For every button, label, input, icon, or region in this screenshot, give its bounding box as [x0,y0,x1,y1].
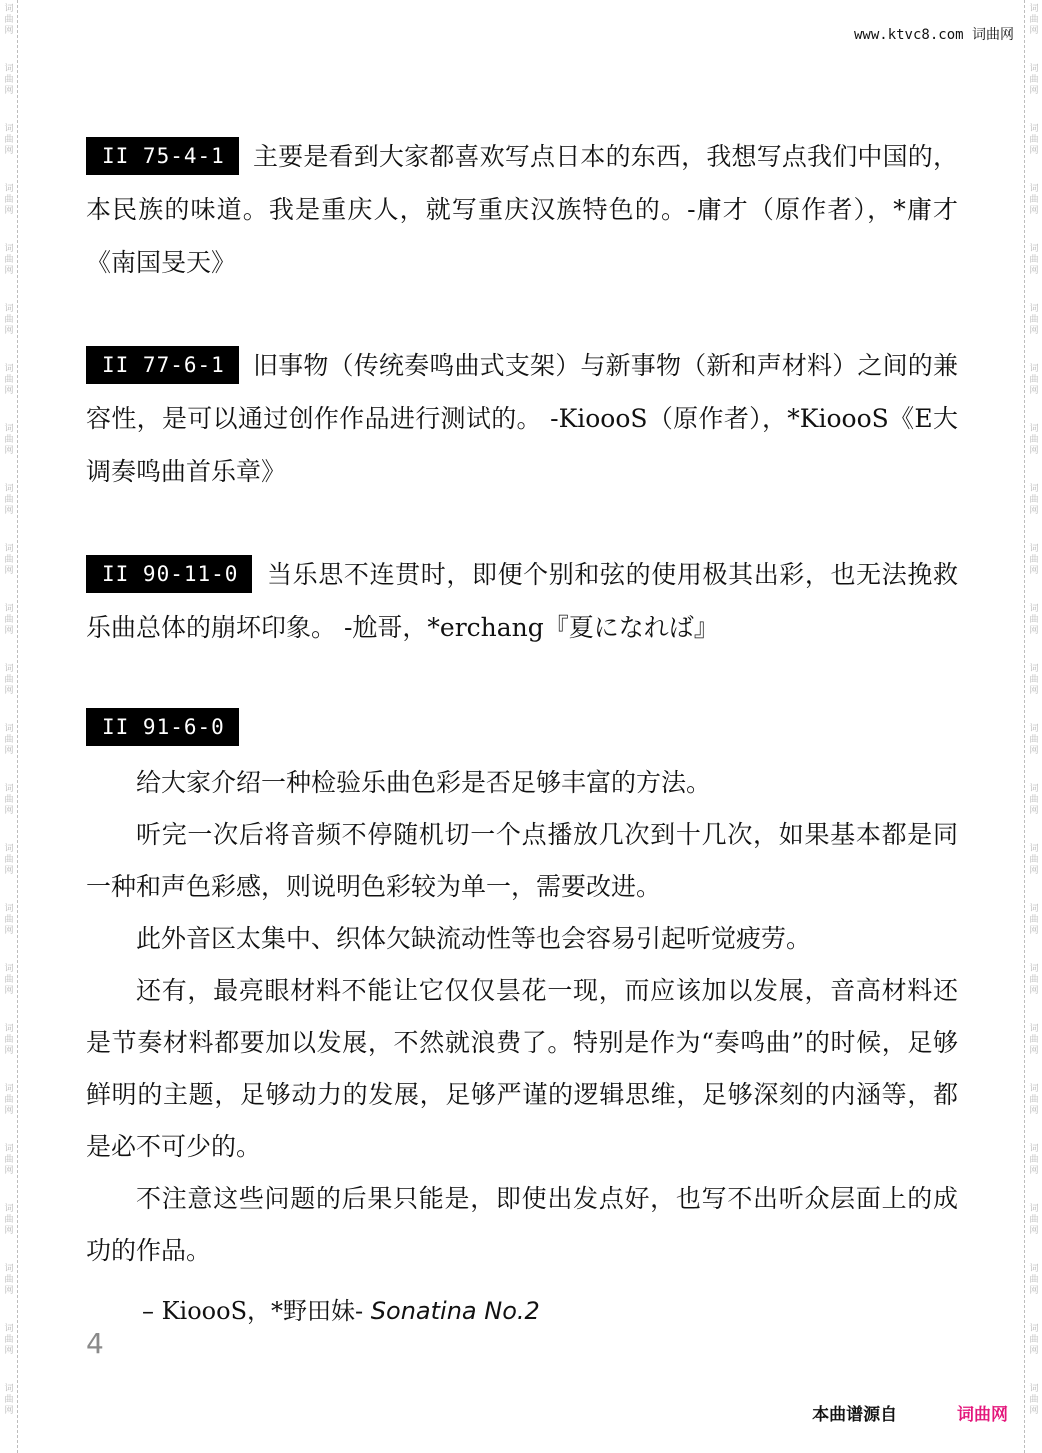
watermark-text: 词 曲 网 [1029,64,1039,96]
watermark-text: 词 曲 网 [4,1264,14,1296]
footer-source [812,1400,1008,1425]
entry-tag: II 90-11-0 [86,555,252,593]
watermark-text: 词 曲 网 [1029,1324,1039,1356]
signoff-work-title: Sonatina No.2 [370,1297,540,1325]
paragraph: 给大家介绍一种检验乐曲色彩是否足够丰富的方法。 [136,768,712,797]
signoff-author: – KioooS，*野田妹- [142,1297,364,1325]
watermark-text: 词 曲 网 [4,1024,14,1056]
watermark-text: 词 曲 网 [1029,4,1039,36]
paragraph: 此外音区太集中、织体欠缺流动性等也会容易引起听觉疲劳。 [136,924,812,953]
watermark-text: 词 曲 网 [4,244,14,276]
paragraph: 不注意这些问题的后果只能是，即使出发点好，也写不出听众层面上的成功的作品。 [86,1184,958,1265]
site-url-header[interactable]: www.ktvc8.com 词曲网 [853,27,1014,43]
watermark-text: 词 曲 网 [1029,424,1039,456]
watermark-text: 词 曲 网 [1029,304,1039,336]
footer-brand-link[interactable]: 词曲网 [957,1405,1008,1425]
watermark-text: 词 曲 网 [1029,484,1039,516]
watermark-text: 词 曲 网 [4,964,14,996]
watermark-text: 词 曲 网 [4,604,14,636]
entry-text: 当乐思不连贯时，即便个别和弦的使用极其出彩，也无法挽救乐曲总体的崩坏印象。 -尬哥，*erchang『夏になれば』 [86,560,958,642]
watermark-text: 词 曲 网 [4,184,14,216]
watermark-text: 词 曲 网 [4,844,14,876]
entry-tag: II 77-6-1 [86,346,239,384]
watermark-text: 词 曲 网 [1029,904,1039,936]
watermark-text: 词 曲 网 [1029,244,1039,276]
watermark-text: 词 曲 网 [1029,1144,1039,1176]
paragraph: 还有，最亮眼材料不能让它仅仅昙花一现，而应该加以发展，音高材料还是节奏材料都要加以发展，不然就浪费了。特别是作为“奏鸣曲”的时候，足够鲜明的主题，足够动力的发展，足够严谨的逻辑思维，足够深刻的内涵等，都是必不可少的。 [86,976,958,1161]
watermark-text: 词 曲 网 [1029,844,1039,876]
watermark-text: 词 曲 网 [1029,1204,1039,1236]
right-watermark-strip [1024,0,1042,1453]
entry-tag: II 75-4-1 [86,137,239,175]
entry-3 [86,548,958,654]
watermark-text: 词 曲 网 [4,1144,14,1176]
watermark-text: 词 曲 网 [1029,124,1039,156]
watermark-text: 词 曲 网 [4,784,14,816]
watermark-text: 词 曲 网 [1029,664,1039,696]
watermark-text: 词 曲 网 [4,1324,14,1356]
watermark-text: 词 曲 网 [4,544,14,576]
watermark-text: 词 曲 网 [1029,604,1039,636]
footer-label: 本曲谱源自 [812,1405,898,1425]
watermark-text: 词 曲 网 [1029,1264,1039,1296]
entry-text: 主要是看到大家都喜欢写点日本的东西，我想写点我们中国的，本民族的味道。我是重庆人，就写重庆汉族特色的。-庸才（原作者），*庸才《南国旻天》 [86,142,958,277]
entry-text: 旧事物（传统奏鸣曲式支架）与新事物（新和声材料）之间的兼容性，是可以通过创作作品进行测试的。 -KioooS（原作者），*KioooS《E大调奏鸣曲首乐章》 [86,351,958,486]
entry-4 [86,704,958,1337]
entry-1 [86,130,958,289]
watermark-text: 词 曲 网 [4,304,14,336]
watermark-text: 词 曲 网 [1029,724,1039,756]
watermark-text: 词 曲 网 [1029,544,1039,576]
watermark-text: 词 曲 网 [4,364,14,396]
page-number: 4 [86,1327,104,1360]
watermark-text: 词 曲 网 [4,664,14,696]
watermark-text: 词 曲 网 [1029,1024,1039,1056]
watermark-text: 词 曲 网 [4,1204,14,1236]
watermark-text: 词 曲 网 [4,484,14,516]
watermark-text: 词 曲 网 [4,1384,14,1416]
watermark-text: 词 曲 网 [4,4,14,36]
watermark-text: 词 曲 网 [4,64,14,96]
signoff [86,1285,958,1337]
entry-tag: II 91-6-0 [86,708,239,746]
watermark-text: 词 曲 网 [1029,964,1039,996]
watermark-text: 词 曲 网 [4,424,14,456]
watermark-text: 词 曲 网 [4,1084,14,1116]
document-body [86,130,958,1337]
paragraph: 听完一次后将音频不停随机切一个点播放几次到十几次，如果基本都是同一种和声色彩感，则说明色彩较为单一，需要改进。 [86,820,958,901]
watermark-text: 词 曲 网 [4,724,14,756]
watermark-text: 词 曲 网 [4,124,14,156]
left-watermark-strip [0,0,18,1453]
watermark-text: 词 曲 网 [1029,784,1039,816]
watermark-text: 词 曲 网 [1029,364,1039,396]
watermark-text: 词 曲 网 [1029,1084,1039,1116]
entry-2 [86,339,958,498]
watermark-text: 词 曲 网 [1029,184,1039,216]
watermark-text: 词 曲 网 [1029,1384,1039,1416]
watermark-text: 词 曲 网 [4,904,14,936]
